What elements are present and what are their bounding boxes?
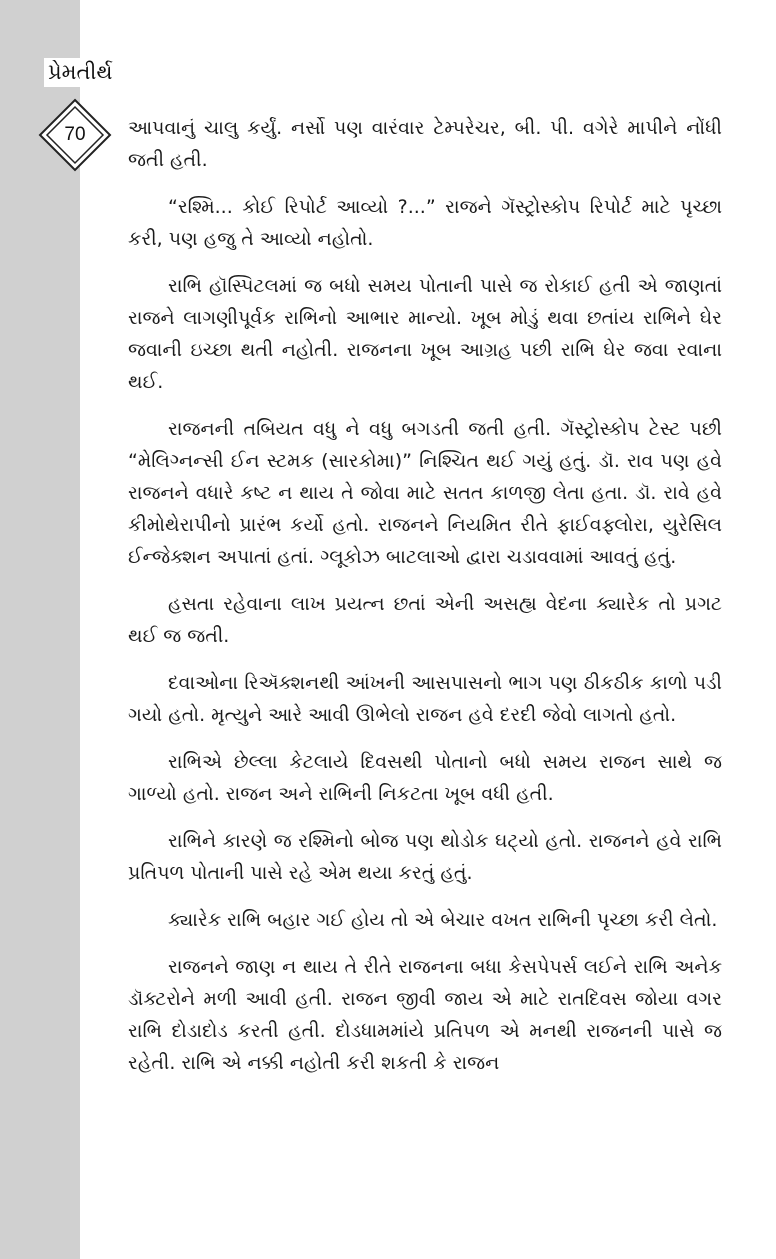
paragraph: દવાઓના રિઍક્શનથી આંખની આસપાસનો ભાગ પણ ઠીકઠીક કાળો પડી ગયો હતો. મૃત્યુને આરે આવી ઊભેલો રાજન હવે દરદી જેવો લાગતો હતો. — [128, 672, 722, 726]
paragraph: રાભિને કારણે જ રશ્મિનો બોજ પણ થોડોક ઘટ્યો હતો. રાજનને હવે રાભિ પ્રતિપળ પોતાની પાસે રહે એમ થયા કરતું હતું. — [128, 830, 722, 884]
paragraph: રાજનને જાણ ન થાય તે રીતે રાજનના બધા કેસપેપર્સ લઈને રાભિ અનેક ડૉક્ટરોને મળી આવી હતી. રાજન જીવી જાય એ માટે રાતદિવસ જોયા વગર રાભિ દોડાદોડ કરતી હતી. દોડધામમાંયે પ્રતિપળ એ મનથી રાજનની પાસે જ રહેતી. રાભિ એ નક્કી નહોતી કરી શકતી કે રાજન — [128, 956, 722, 1074]
page-number-badge — [38, 98, 112, 172]
paragraph: ક્યારેક રાભિ બહાર ગઈ હોય તો એ બેચાર વખત રાભિની પૃચ્છા કરી લેતો. — [168, 909, 718, 931]
page-number: 70 — [64, 124, 86, 145]
margin-band — [0, 0, 80, 1259]
paragraph: રાજનની તબિયત વધુ ને વધુ બગડતી જતી હતી. ગૅસ્ટ્રોસ્કોપ ટેસ્ટ પછી “મેલિગ્નન્સી ઈન સ્ટમક (સારકોમા)” નિશ્ચિત થઈ ગયું હતું. ડૉ. રાવ પણ હવે રાજનને વધારે કષ્ટ ન થાય તે જોવા માટે સતત કાળજી લેતા હતા. ડૉ. રાવે હવે કીમોથેરાપીનો પ્રારંભ કર્યો હતો. રાજનને નિયમિત રીતે ફાઈવફ્લોરા, યુરેસિલ ઈન્જેક્શન અપાતાં હતાં. ગ્લૂકોઝ બાટલાઓ દ્વારા ચડાવવામાં આવતું હતું. — [128, 418, 722, 568]
paragraph: આપવાનું ચાલુ કર્યું. નર્સો પણ વારંવાર ટેમ્પરેચર, બી. પી. વગેરે માપીને નોંધી જતી હતી. — [128, 117, 722, 171]
paragraph: હસતા રહેવાના લાખ પ્રયત્ન છતાં એની અસહ્ય વેદના ક્યારેક તો પ્રગટ થઈ જ જતી. — [128, 593, 722, 647]
paragraph: રાભિએ છેલ્લા કેટલાયે દિવસથી પોતાનો બધો સમય રાજન સાથે જ ગાળ્યો હતો. રાજન અને રાભિની નિકટતા ખૂબ વધી હતી. — [128, 751, 722, 805]
book-title: પ્રેમતીર્થ — [44, 58, 117, 87]
paragraph: “રશ્મિ... કોઈ રિપોર્ટ આવ્યો ?...” રાજને ગૅસ્ટ્રોસ્કોપ રિપોર્ટ માટે પૃચ્છા કરી, પણ હજુ તે આવ્યો નહોતો. — [128, 196, 722, 250]
paragraph: રાભિ હૉસ્પિટલમાં જ બધો સમય પોતાની પાસે જ રોકાઈ હતી એ જાણતાં રાજને લાગણીપૂર્વક રાભિનો આભાર માન્યો. ખૂબ મોડું થવા છતાંય રાભિને ઘેર જવાની ઇચ્છા થતી નહોતી. રાજનના ખૂબ આગ્રહ પછી રાભિ ઘેર જવા રવાના થઈ. — [128, 275, 722, 393]
page-body — [128, 112, 722, 1094]
